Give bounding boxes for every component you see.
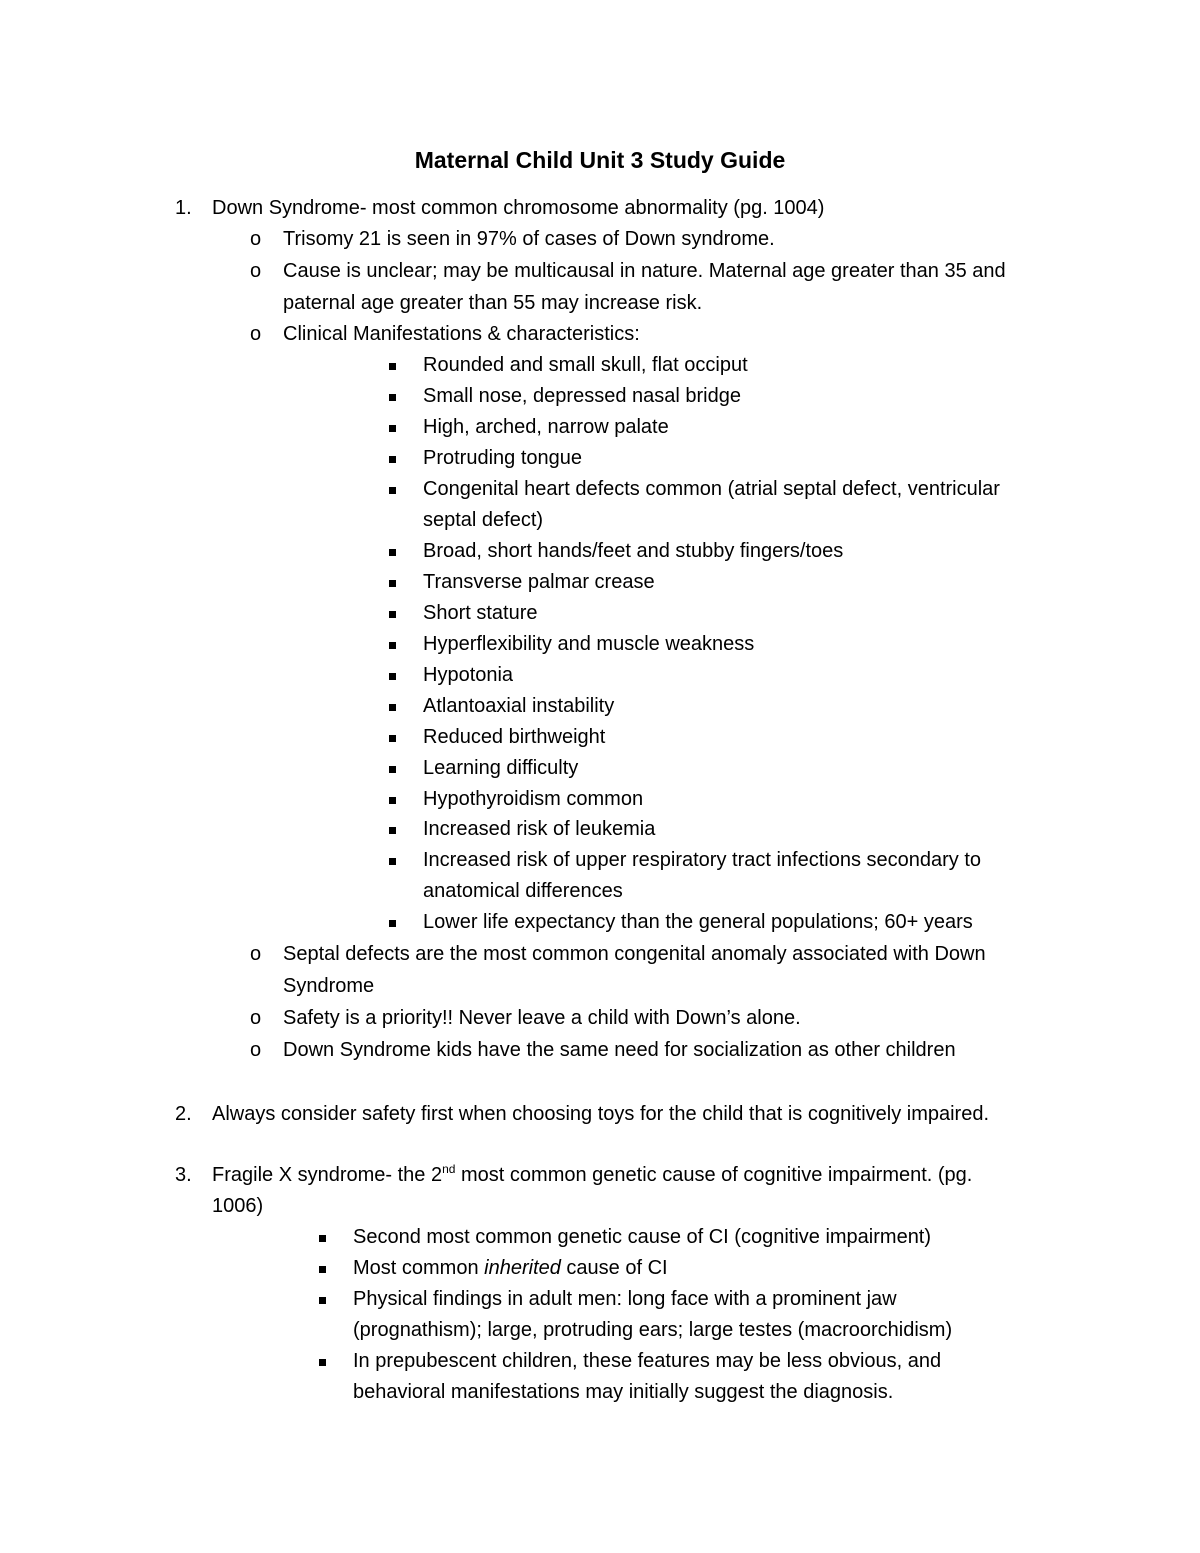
- list-item: Safety is a priority!! Never leave a child with Down’s alone.: [283, 1007, 801, 1029]
- item-text: cause of CI: [560, 1257, 668, 1279]
- list-item: Transverse palmar crease: [423, 571, 655, 593]
- square-bullet-icon: [319, 1266, 326, 1273]
- list-item: Short stature: [423, 602, 538, 624]
- ordinal-suffix: nd: [442, 1162, 456, 1176]
- square-bullet-icon: [389, 580, 396, 587]
- page-title: Maternal Child Unit 3 Study Guide: [414, 147, 786, 173]
- list-item: Physical findings in adult men: long face with a prominent jaw: [353, 1288, 897, 1310]
- list-item: Atlantoaxial instability: [423, 695, 615, 717]
- list-number-3: 3.: [175, 1164, 192, 1186]
- square-bullet-icon: [389, 394, 396, 401]
- square-bullet-icon: [389, 487, 396, 494]
- list-item: Lower life expectancy than the general populations; 60+ years: [423, 911, 973, 933]
- square-bullet-icon: [389, 363, 396, 370]
- emphasis-text: inherited: [484, 1257, 561, 1279]
- square-bullet-icon: [389, 827, 396, 834]
- heading-text: most common genetic cause of cognitive impairment. (pg.: [455, 1164, 973, 1186]
- item-text: Most common: [353, 1257, 485, 1279]
- circle-bullet: o: [250, 260, 262, 282]
- list-item: Small nose, depressed nasal bridge: [423, 385, 741, 407]
- list-item-continuation: behavioral manifestations may initially suggest the diagnosis.: [353, 1381, 894, 1403]
- section-2-text: Always consider safety first when choosing toys for the child that is cognitively impaired.: [212, 1103, 990, 1125]
- square-bullet-icon: [389, 858, 396, 865]
- square-bullet-icon: [389, 425, 396, 432]
- list-item: Hypothyroidism common: [423, 788, 644, 810]
- list-item: In prepubescent children, these features may be less obvious, and: [353, 1350, 942, 1372]
- list-item: Second most common genetic cause of CI (cognitive impairment): [353, 1226, 932, 1248]
- list-item: [353, 1253, 668, 1284]
- square-bullet-icon: [389, 611, 396, 618]
- list-number-2: 2.: [175, 1103, 192, 1125]
- list-number-1: 1.: [175, 197, 192, 219]
- section-3-heading: [212, 1160, 972, 1191]
- list-item: Clinical Manifestations & characteristics:: [283, 323, 640, 345]
- list-item: Broad, short hands/feet and stubby fingers/toes: [423, 540, 844, 562]
- circle-bullet: o: [250, 1007, 262, 1029]
- square-bullet-icon: [389, 642, 396, 649]
- circle-bullet: o: [250, 228, 262, 250]
- circle-bullet: o: [250, 1039, 262, 1061]
- list-item: Cause is unclear; may be multicausal in nature. Maternal age greater than 35 and: [283, 260, 1006, 282]
- list-item: Septal defects are the most common congenital anomaly associated with Down: [283, 943, 986, 965]
- list-item-continuation: Syndrome: [283, 975, 375, 997]
- square-bullet-icon: [389, 549, 396, 556]
- list-item: Hyperflexibility and muscle weakness: [423, 633, 755, 655]
- list-item: Hypotonia: [423, 664, 514, 686]
- list-item: Protruding tongue: [423, 447, 583, 469]
- list-item: Rounded and small skull, flat occiput: [423, 354, 748, 376]
- list-item-continuation: paternal age greater than 55 may increase risk.: [283, 292, 703, 314]
- list-item: Trisomy 21 is seen in 97% of cases of Down syndrome.: [283, 228, 775, 250]
- square-bullet-icon: [319, 1359, 326, 1366]
- square-bullet-icon: [319, 1235, 326, 1242]
- square-bullet-icon: [319, 1297, 326, 1304]
- section-3-heading-continuation: 1006): [212, 1195, 264, 1217]
- list-item-continuation: anatomical differences: [423, 880, 623, 902]
- square-bullet-icon: [389, 673, 396, 680]
- list-item: Down Syndrome kids have the same need for socialization as other children: [283, 1039, 956, 1061]
- circle-bullet: o: [250, 943, 262, 965]
- section-1-heading: Down Syndrome- most common chromosome abnormality (pg. 1004): [212, 197, 825, 219]
- square-bullet-icon: [389, 797, 396, 804]
- list-item: Congenital heart defects common (atrial septal defect, ventricular: [423, 478, 1000, 500]
- square-bullet-icon: [389, 704, 396, 711]
- square-bullet-icon: [389, 766, 396, 773]
- list-item: Reduced birthweight: [423, 726, 606, 748]
- list-item-continuation: septal defect): [423, 509, 544, 531]
- list-item: Increased risk of leukemia: [423, 818, 656, 840]
- square-bullet-icon: [389, 456, 396, 463]
- list-item: Learning difficulty: [423, 757, 579, 779]
- square-bullet-icon: [389, 920, 396, 927]
- heading-text: Fragile X syndrome- the 2: [212, 1164, 443, 1186]
- list-item-continuation: (prognathism); large, protruding ears; large testes (macroorchidism): [353, 1319, 953, 1341]
- square-bullet-icon: [389, 735, 396, 742]
- circle-bullet: o: [250, 323, 262, 345]
- list-item: Increased risk of upper respiratory tract infections secondary to: [423, 849, 982, 871]
- list-item: High, arched, narrow palate: [423, 416, 669, 438]
